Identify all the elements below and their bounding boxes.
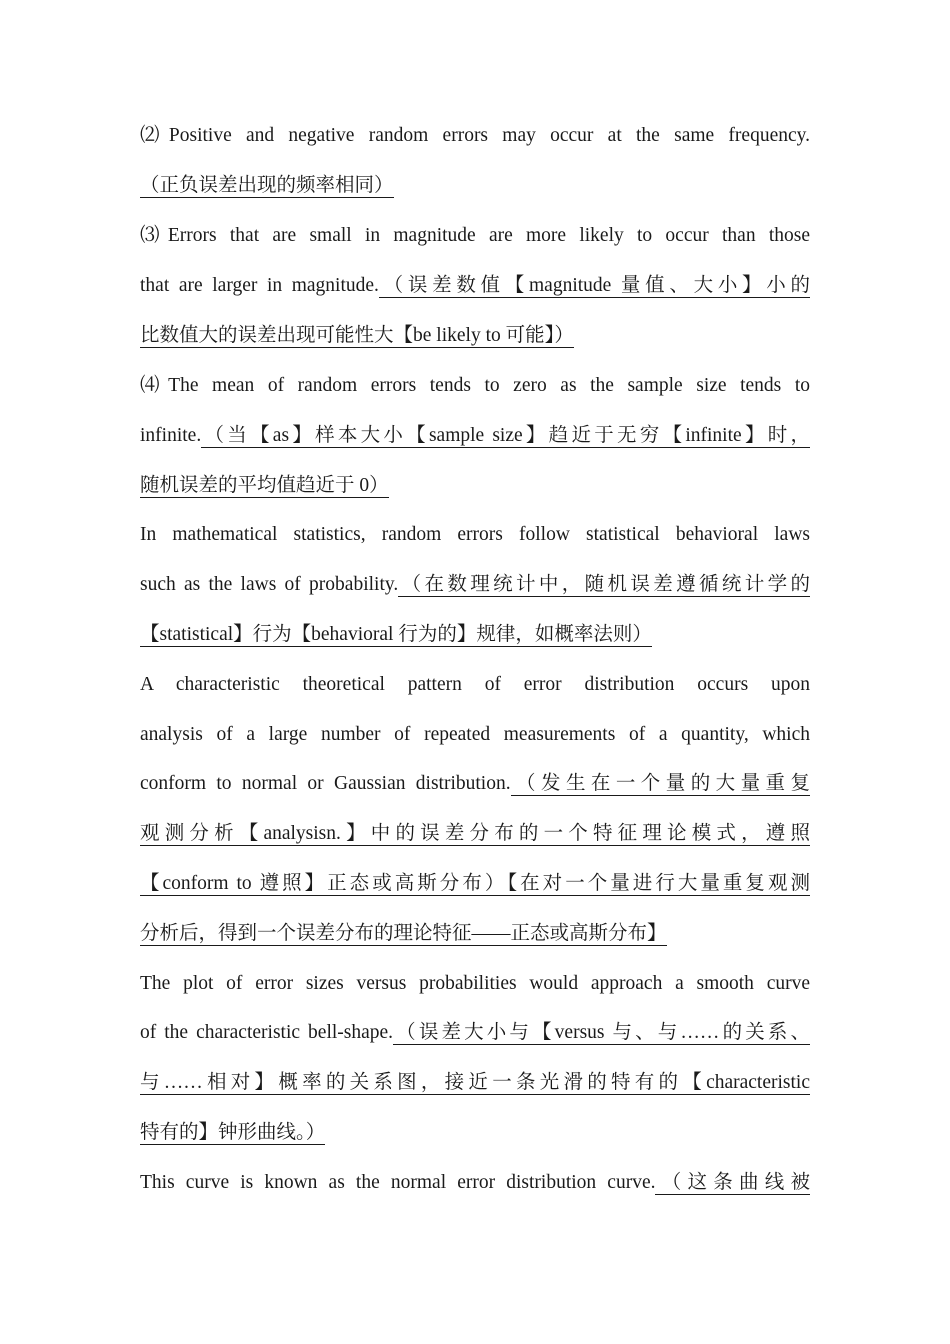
english-text: ⑶Errors that are small in magnitude are more likely to occur than those [140, 225, 810, 246]
english-text: This curve is known as the normal error distribution curve. [140, 1172, 656, 1193]
english-text: In mathematical statistics, random errors follow statistical behavioral laws [140, 524, 810, 545]
english-text: ⑵Positive and negative random errors may occur at the same frequency. [140, 125, 810, 146]
english-text: that are larger in magnitude. [140, 275, 379, 296]
chinese-translation: （发生在一个量的大量重复 [510, 773, 810, 794]
chinese-translation: 随机误差的平均值趋近于 0） [140, 475, 389, 496]
english-text: infinite. [140, 425, 202, 446]
text-line [140, 122, 810, 150]
chinese-translation: （误差大小与【versus 与、与……的关系、 [393, 1022, 810, 1043]
text-line [140, 372, 810, 400]
english-text: conform to normal or Gaussian distribution. [140, 773, 511, 794]
text-line [140, 422, 810, 450]
english-text: The plot of error sizes versus probabilities would approach a smooth curve [140, 973, 810, 994]
chinese-translation: 【statistical】行为【behavioral 行为的】规律，如概率法则） [140, 624, 652, 645]
text-line [140, 571, 810, 599]
text-line [140, 1069, 810, 1097]
text-line [140, 820, 810, 848]
text-line [140, 1019, 810, 1047]
chinese-translation: 分析后，得到一个误差分布的理论特征——正态或高斯分布】 [140, 923, 667, 944]
text-line [140, 472, 810, 500]
chinese-translation: （这条曲线被 [655, 1172, 810, 1193]
text-line [140, 1119, 810, 1147]
text-line [140, 172, 810, 200]
text-line [140, 770, 810, 798]
chinese-translation: （正负误差出现的频率相同） [140, 175, 394, 196]
chinese-translation: （在数理统计中，随机误差遵循统计学的 [398, 574, 810, 595]
english-text: such as the laws of probability. [140, 574, 399, 595]
text-line [140, 671, 810, 699]
chinese-translation: 与……相对】概率的关系图，接近一条光滑的特有的【characteristic [140, 1072, 810, 1093]
english-text: ⑷The mean of random errors tends to zero as the sample size tends to [140, 375, 810, 396]
english-text: of the characteristic bell-shape. [140, 1022, 394, 1043]
text-line [140, 721, 810, 749]
english-text: analysis of a large number of repeated measurements of a quantity, which [140, 724, 810, 745]
english-text: A characteristic theoretical pattern of error distribution occurs upon [140, 674, 810, 695]
text-line [140, 870, 810, 898]
text-line [140, 272, 810, 300]
text-line [140, 970, 810, 998]
chinese-translation: （误差数值【magnitude 量值、大小】小的 [378, 275, 810, 296]
text-line [140, 521, 810, 549]
chinese-translation: 特有的】钟形曲线。） [140, 1122, 326, 1143]
chinese-translation: （当【as】样本大小【sample size】趋近于无穷【infinite】时， [201, 425, 810, 446]
text-line [140, 1169, 810, 1197]
chinese-translation: 比数值大的误差出现可能性大【be likely to 可能】） [140, 325, 574, 346]
chinese-translation: 【conform to 遵照】正态或高斯分布）【在对一个量进行大量重复观测 [140, 873, 810, 894]
text-line [140, 920, 810, 948]
text-line [140, 621, 810, 649]
chinese-translation: 观测分析【analysisn.】中的误差分布的一个特征理论模式，遵照 [140, 823, 810, 844]
text-line [140, 322, 810, 350]
text-line [140, 222, 810, 250]
